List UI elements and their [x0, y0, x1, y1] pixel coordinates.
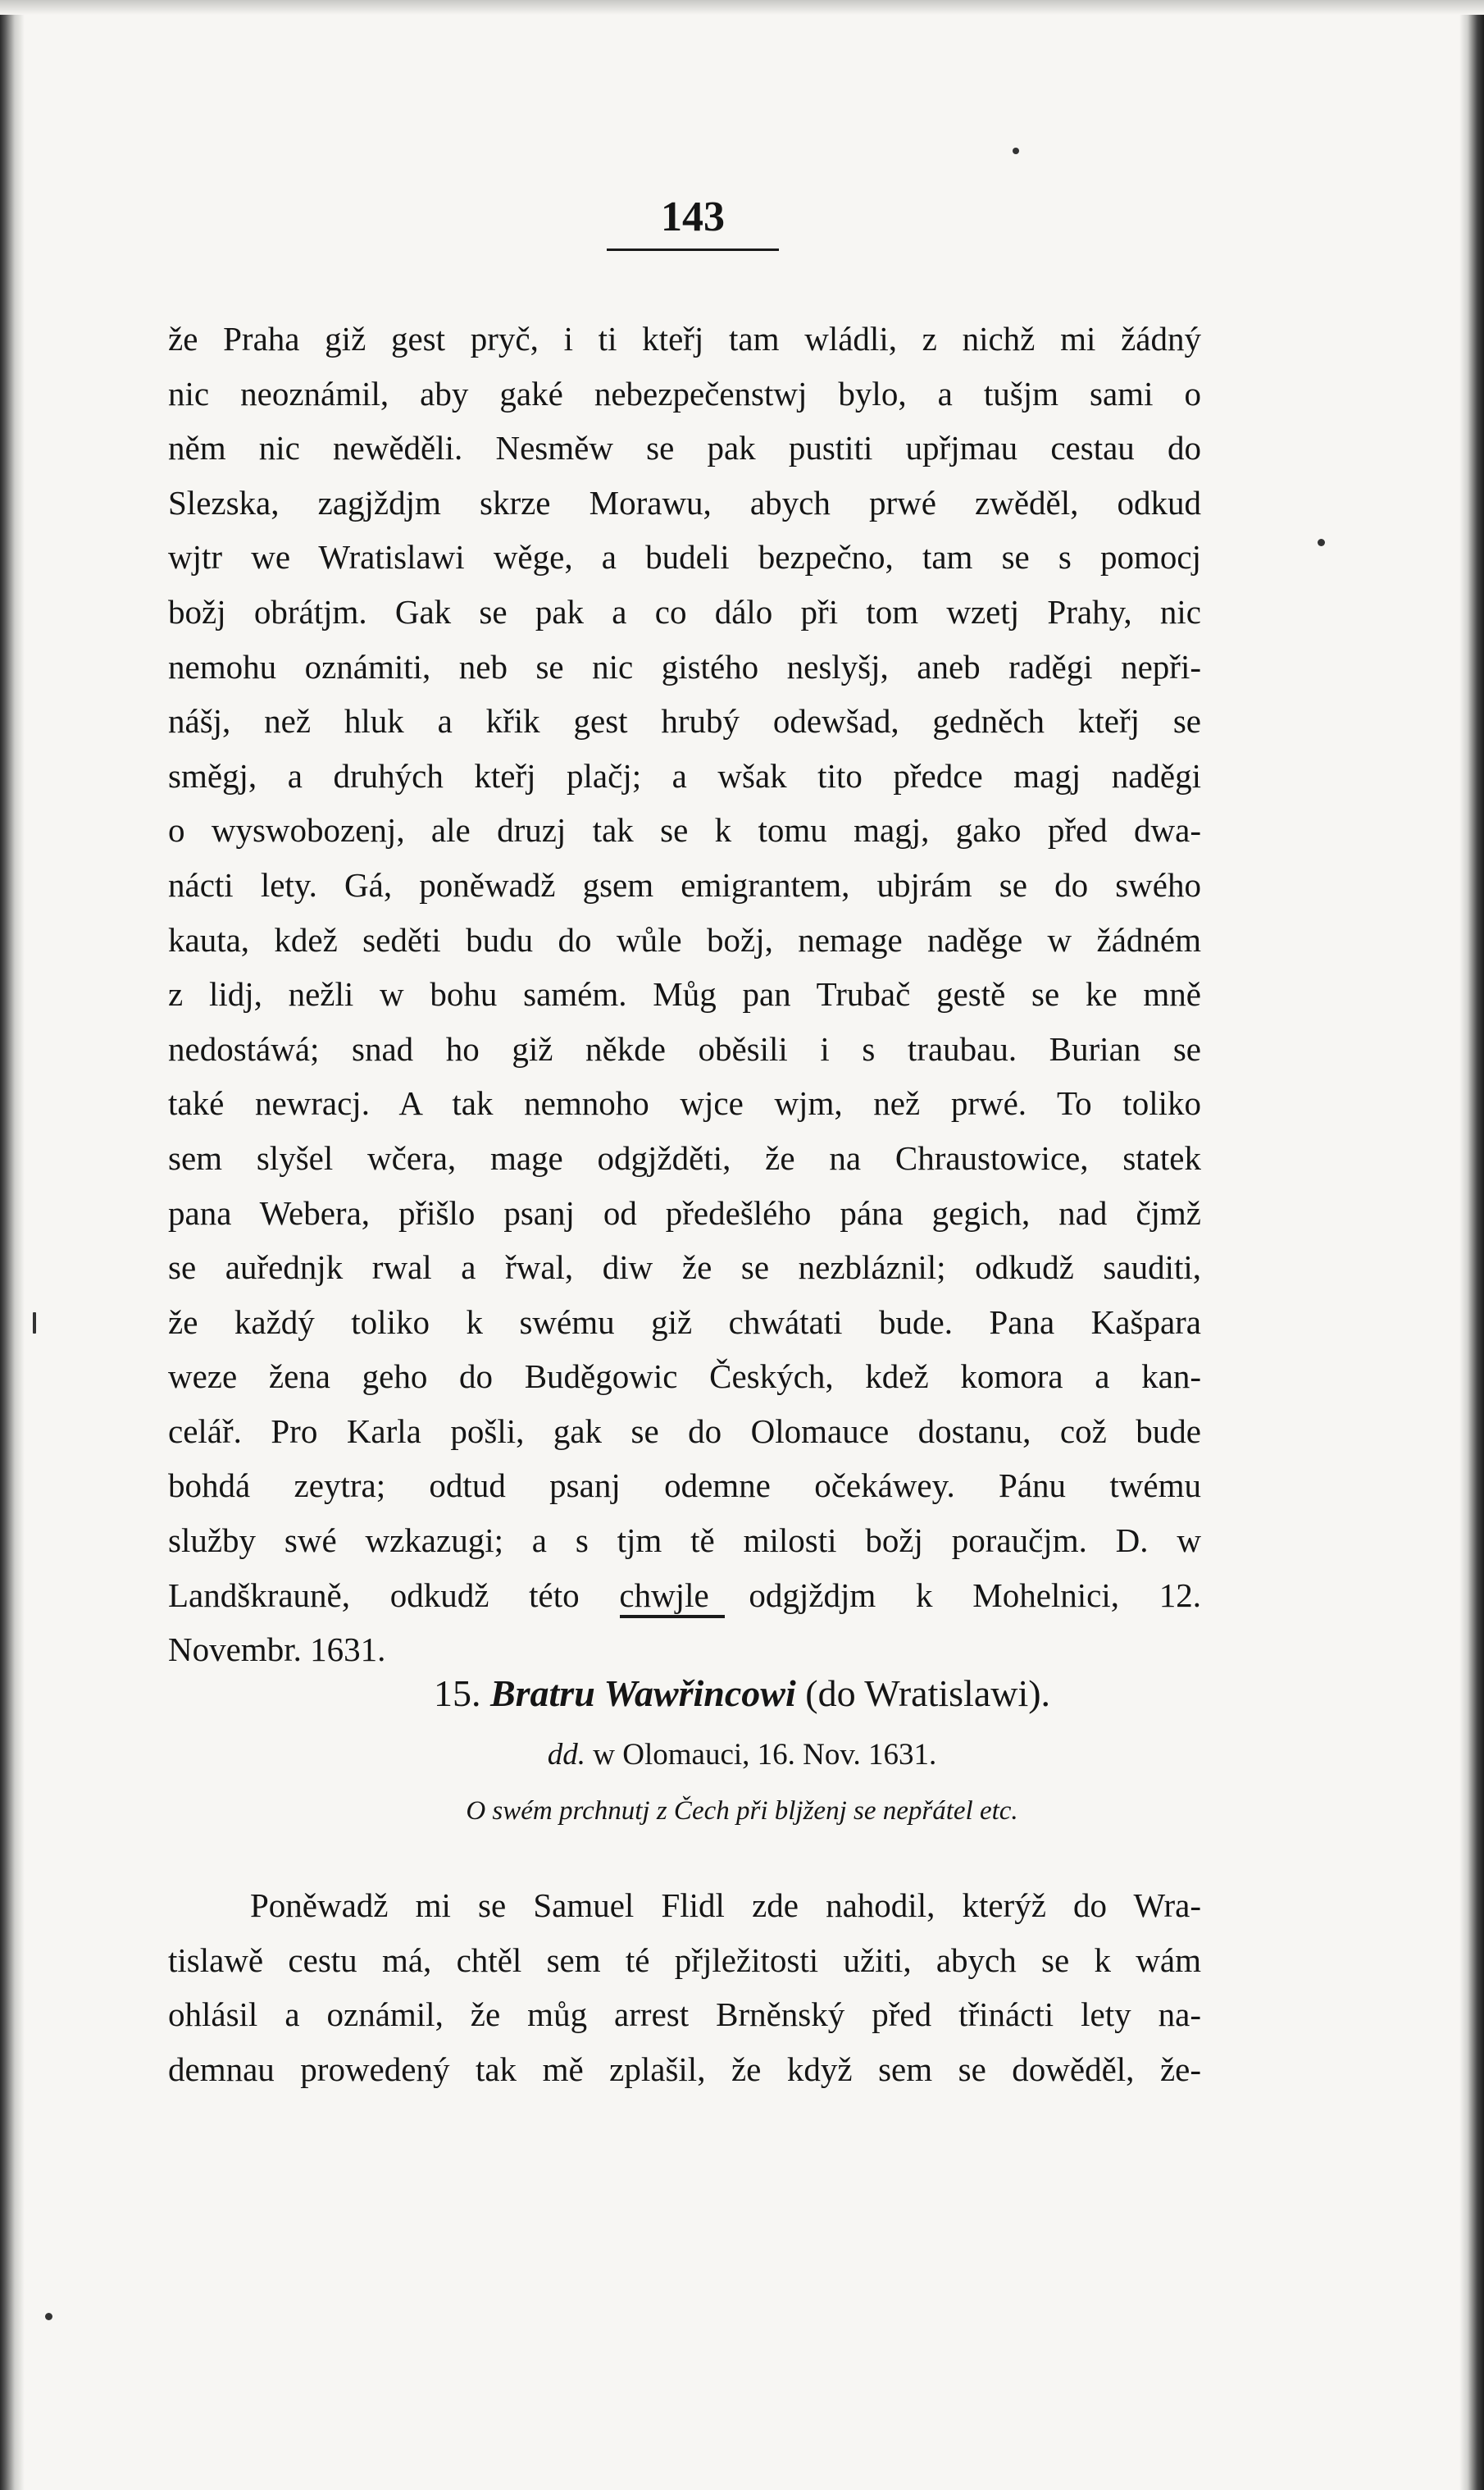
text-line: kauta, kdež seděti budu do wůle božj, nemage naděge w žádném — [168, 920, 1201, 959]
letter-text — [168, 1878, 1201, 2096]
text-line: sem slyšel wčera, mage odgjžděti, že na Chraustowice, statek — [168, 1138, 1201, 1177]
text-line: z lidj, nežli w bohu samém. Můg pan Trubač gestě se ke mně — [168, 975, 1201, 1014]
text-line: nemohu oznámiti, neb se nic gistého neslyšj, aneb raděgi nepři- — [168, 647, 1201, 686]
letter-summary: O swém prchnutj z Čech při bljženj se nepřátel etc. — [466, 1796, 1018, 1826]
letter-dateline — [168, 1737, 1316, 1772]
text-line: tislawě cestu má, chtěl sem té přjležitosti užiti, abych se k wám — [168, 1940, 1201, 1979]
scan-speck — [45, 2313, 52, 2320]
letter-date-prefix: dd. — [547, 1738, 586, 1772]
text-line: wjtr we Wratislawi wěge, a budeli bezpečno, tam se s pomocj — [168, 538, 1201, 577]
text-line: Poněwadž mi se Samuel Flidl zde nahodil, kterýž do Wra- — [250, 1886, 1201, 1924]
text-line: také newracj. A tak nemnoho wjce wjm, než prwé. To toliko — [168, 1084, 1201, 1123]
scan-speck — [1318, 539, 1325, 546]
letter-destination: (do Wratislawi). — [805, 1672, 1051, 1714]
page-left-edge-shadow — [0, 0, 25, 2490]
text-line: o wyswobozenj, ale druzj tak se k tomu magj, gako před dwa- — [168, 811, 1201, 850]
text-line: něm nic newěděli. Nesměw se pak pustiti upřjmau cestau do — [168, 429, 1201, 467]
text-line: že každý toliko k swému giž chwátati bude. Pana Kašpara — [168, 1302, 1201, 1341]
scan-speck — [33, 1312, 36, 1334]
page-top-edge-shadow — [0, 0, 1484, 15]
text-line: že Praha giž gest pryč, i ti kteřj tam wládli, z nichž mi žádný — [168, 320, 1201, 358]
text-line: pana Webera, přišlo psanj od předešlého pána gegich, nad čjmž — [168, 1193, 1201, 1232]
text-line: ohlásil a oznámil, že můg arrest Brněnský před třinácti lety na- — [168, 1995, 1201, 2034]
page-right-edge-shadow — [1459, 0, 1484, 2490]
body-text — [168, 312, 1201, 1677]
text-line: se auřednjk rwal a řwal, diw že se nezbláznil; odkudž sauditi, — [168, 1248, 1201, 1287]
text-line: směgj, a druhých kteřj plačj; a wšak tito předce magj naděgi — [168, 756, 1201, 795]
text-line: Novembr. 1631. — [168, 1630, 386, 1669]
text-line: nic neoznámil, aby gaké nebezpečenstwj bylo, a tušjm sami o — [168, 374, 1201, 413]
text-line: božj obrátjm. Gak se pak a co dálo při tom wzetj Prahy, nic — [168, 592, 1201, 631]
text-line: služby swé wzkazugi; a s tjm tě milosti božj poraučjm. D. w — [168, 1521, 1201, 1560]
page-number: 143 — [661, 194, 725, 240]
text-line: Landškrauně, odkudž této chwjle odgjždjm k Mohelnici, 12. — [168, 1576, 1201, 1614]
text-line: nácti lety. Gá, poněwadž gsem emigrantem, ubjrám se do swého — [168, 865, 1201, 904]
text-line: Slezska, zagjždjm skrze Morawu, abych prwé zwěděl, odkud — [168, 483, 1201, 522]
text-line: celář. Pro Karla pošli, gak se do Olomauce dostanu, což bude — [168, 1411, 1201, 1450]
letter-heading — [168, 1671, 1316, 1715]
text-line: nášj, než hluk a křik gest hrubý odewšad, gedněch kteřj se — [168, 702, 1201, 741]
page-number-rule — [607, 249, 779, 251]
text-line: bohdá zeytra; odtud psanj odemne očekáwey. Pánu twému — [168, 1466, 1201, 1505]
section-divider — [620, 1615, 725, 1618]
letter-recipient: Bratru Wawřincowi — [489, 1672, 796, 1714]
text-line: weze žena geho do Buděgowic Českých, kdež komora a kan- — [168, 1357, 1201, 1396]
scan-speck — [1013, 148, 1019, 154]
letter-number: 15. — [433, 1672, 481, 1714]
letter-date: w Olomauci, 16. Nov. 1631. — [593, 1738, 937, 1772]
text-line: nedostáwá; snad ho giž někde oběsili i s traubau. Burian se — [168, 1029, 1201, 1068]
text-line: demnau prowedený tak mě zplašil, že když sem se dowěděl, že- — [168, 2050, 1201, 2088]
